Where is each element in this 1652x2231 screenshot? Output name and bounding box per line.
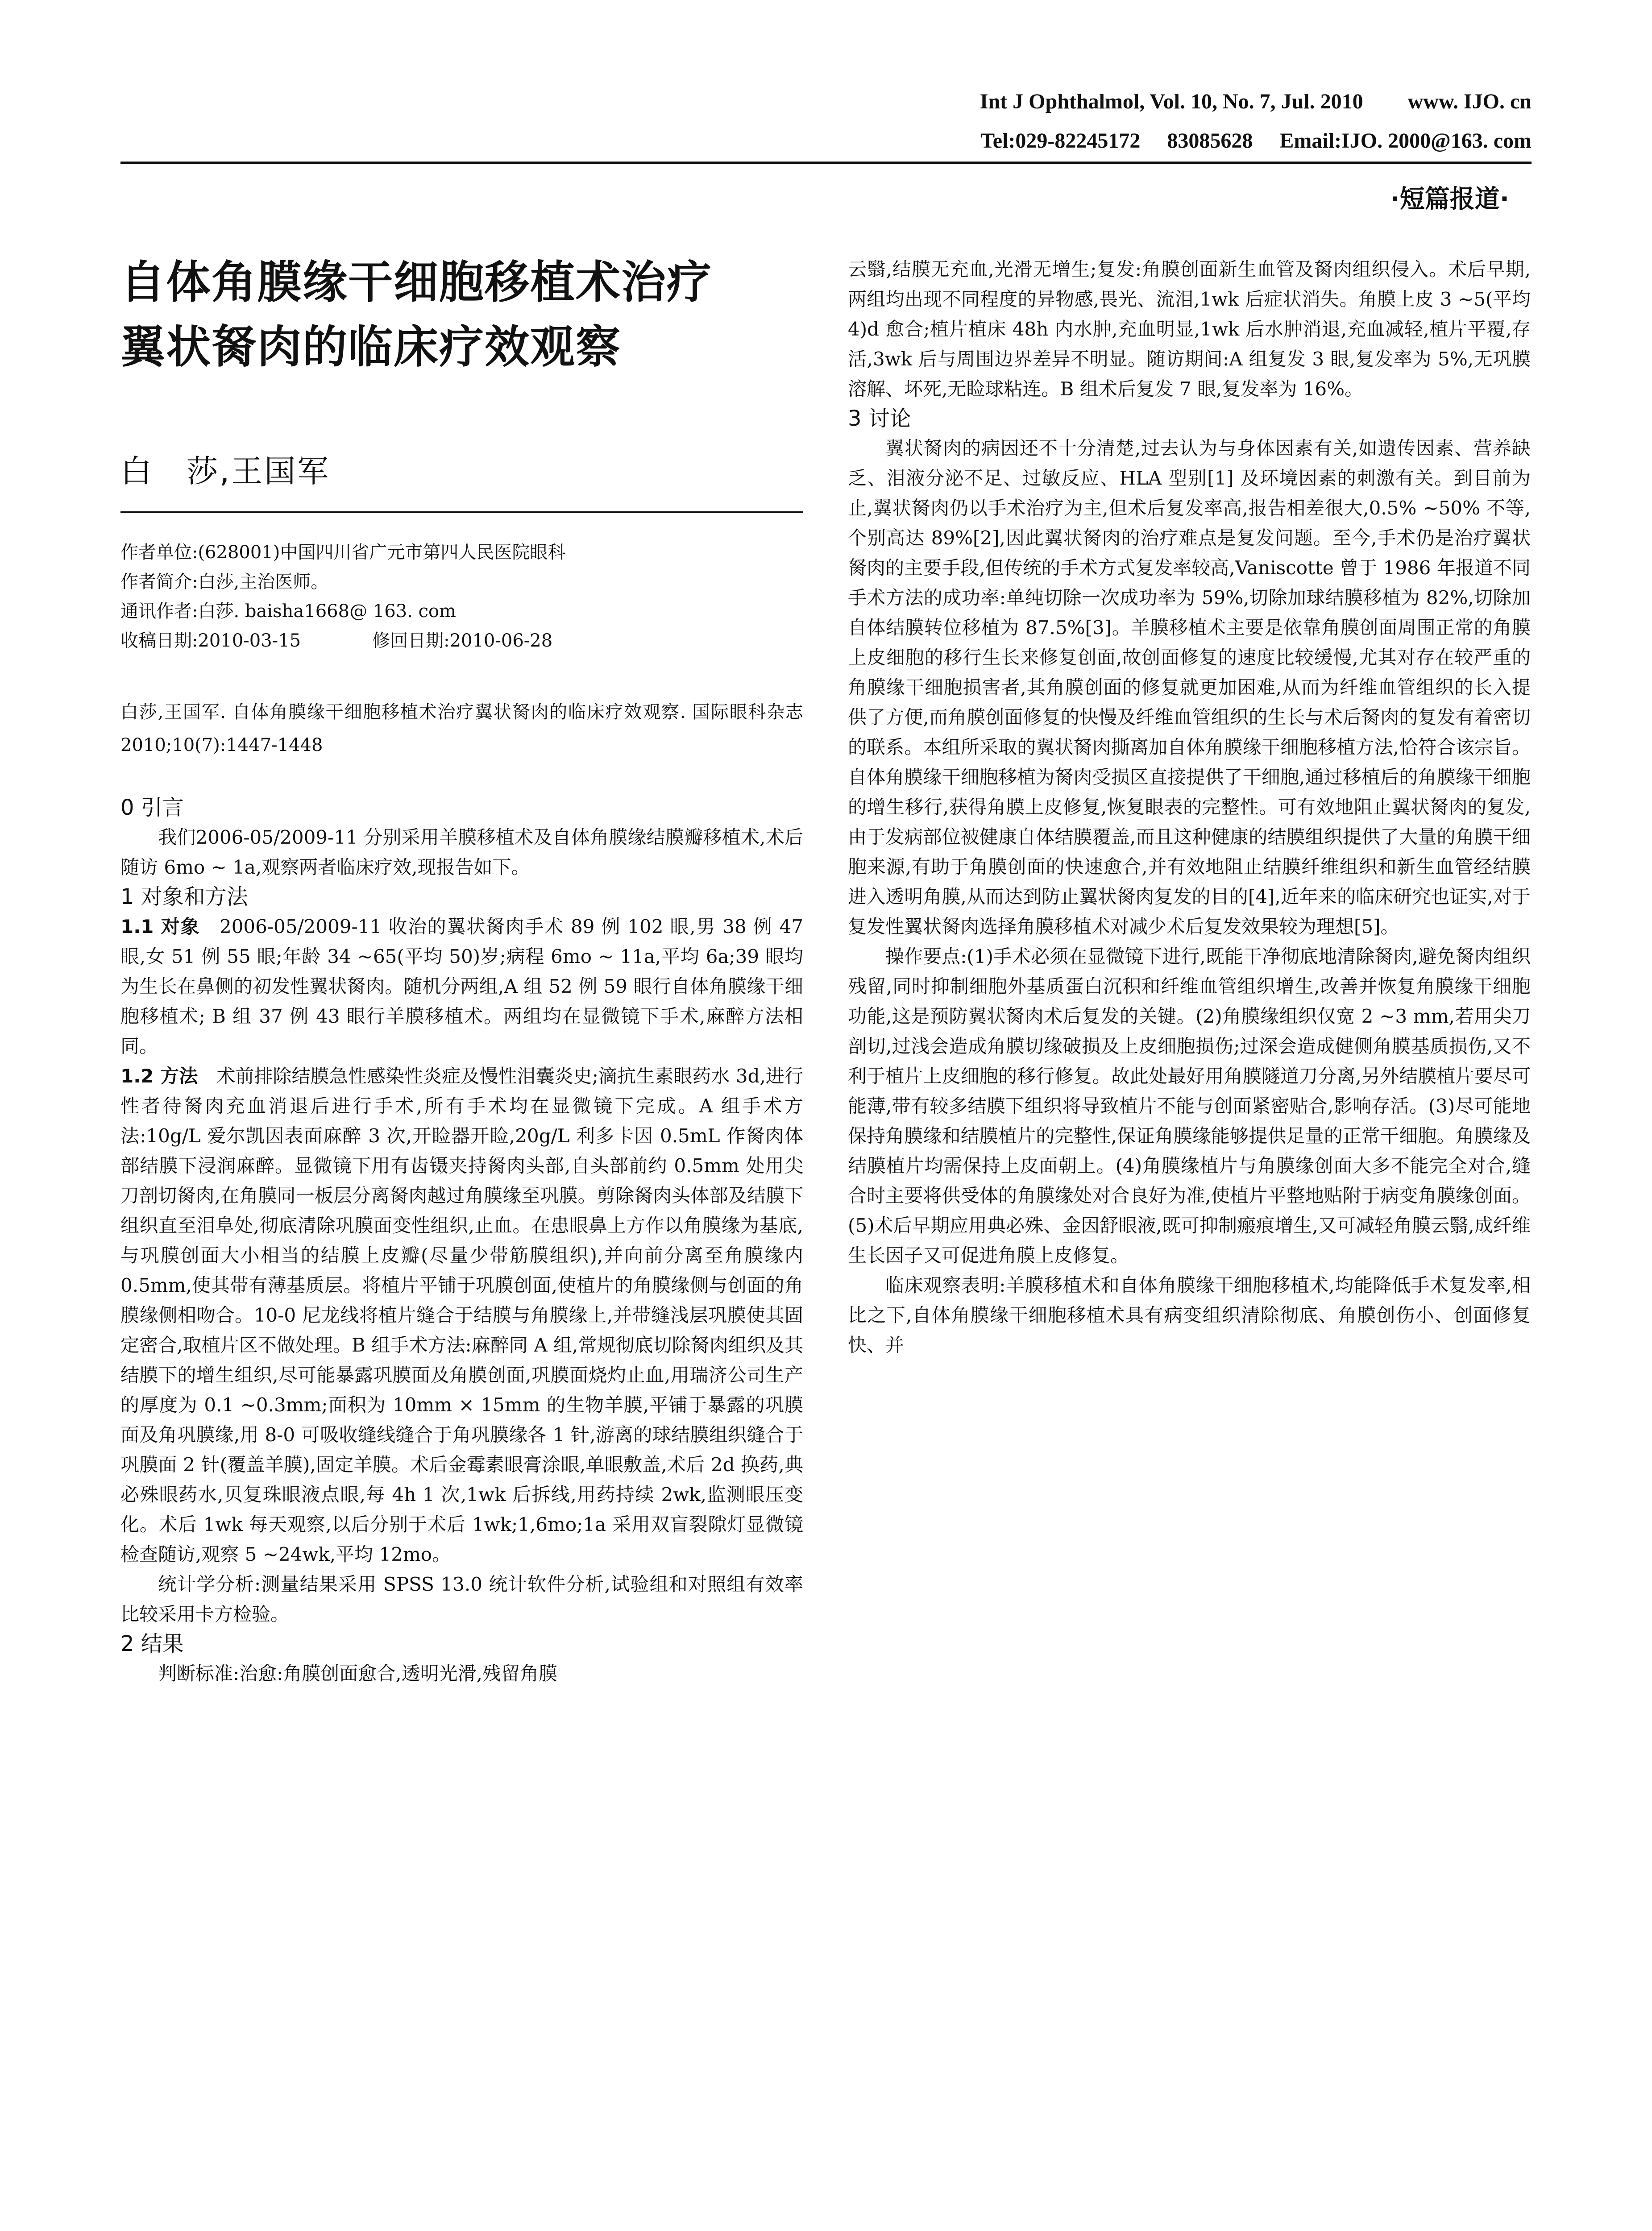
header-rule (120, 162, 1532, 164)
heading-discussion: 3 讨论 (848, 406, 911, 431)
methods-paragraph (120, 1061, 803, 1569)
article-metadata (120, 538, 803, 655)
authors: 白 莎,王国军 (120, 453, 331, 489)
title-line-1: 自体角膜缘干细胞移植术治疗 (120, 256, 712, 308)
author-bio: 作者简介:白莎,主治医师。 (120, 572, 329, 592)
section-tag: ·短篇报道· (1390, 185, 1509, 214)
right-column (848, 254, 1531, 1360)
journal-citation-line (980, 89, 1532, 114)
left-column (120, 250, 803, 1688)
heading-introduction: 0 引言 (120, 795, 184, 820)
objects-lead: 1.1 对象 (120, 916, 200, 937)
telephone-2: 83085628 (1167, 129, 1253, 153)
heading-methods: 1 对象和方法 (120, 884, 248, 909)
telephone: Tel:029-82245172 (980, 129, 1141, 153)
intro-paragraph: 我们2006-05/2009-11 分别采用羊膜移植术及自体角膜缘结膜瓣移植术,术后随访 6mo ~ 1a,观察两者临床疗效,现报告如下。 (120, 826, 803, 878)
journal-url: www. IJO. cn (1407, 90, 1532, 113)
authors-rule (120, 511, 803, 513)
dates (120, 626, 803, 655)
article-title (120, 250, 803, 379)
discussion-paragraph-2: 操作要点:(1)手术必须在显微镜下进行,既能干净彻底地清除胬肉,避免胬肉组织残留,同时抑制细胞外基质蛋白沉积和纤维血管组织增生,改善并恢复角膜缘干细胞功能,这是预防翼状胬肉术后复发的关键。(2)角膜缘组织仅宽 2 ~3 mm,若用尖刀剖切,过浅会造成角膜切缘破损及上皮细胞损伤;过深会造成健侧角膜基质损伤,又不利于植片上皮细胞的移行修复。故此处最好用角膜隧道刀分离,另外结膜植片要尽可能薄,带有较多结膜下组织将导致植片不能与创面紧密贴合,影响存活。(3)尽可能地保持角膜缘和结膜植片的完整性,保证角膜缘能够提供足量的正常干细胞。角膜缘及结膜植片均需保持上皮面朝上。(4)角膜缘植片与角膜缘创面大多不能完全对合,缝合时主要将供受体的角膜缘处对合良好为准,使植片平整地贴附于病变角膜缘创面。(5)术后早期应用典必殊、金因舒眼液,既可抑制瘢痕增生,又可减轻角膜云翳,成纤维生长因子又可促进角膜上皮修复。 (848, 945, 1531, 1266)
title-line-2: 翼状胬肉的临床疗效观察 (120, 321, 621, 373)
methods-text: 术前排除结膜急性感染性炎症及慢性泪囊炎史;滴抗生素眼药水 3d,进行性者待胬肉充血消退后进行手术,所有手术均在显微镜下完成。A 组手术方法:10g/L 爱尔凯因表面麻醉 3 次,开睑器开睑,20g/L 利多卡因 0.5mL 作胬肉体部结膜下浸润麻醉。显微镜下用有齿镊夹持胬肉头部,自头部前约 0.5mm 处用尖刀剖切胬肉,在角膜同一板层分离胬肉越过角膜缘至巩膜。剪除胬肉头体部及结膜下组织直至泪阜处,彻底清除巩膜面变性组织,止血。在患眼鼻上方作以角膜缘为基底,与巩膜创面大小相当的结膜上皮瓣(尽量少带筋膜组织),并向前分离至角膜缘内 0.5mm,使其带有薄基质层。将植片平铺于巩膜创面,使植片的角膜缘侧与创面的角膜缘侧相吻合。10-0 尼龙线将植片缝合于结膜与角膜缘上,并带缝浅层巩膜使其固定密合,取植片区不做处理。B 组手术方法:麻醉同 A 组,常规彻底切除胬肉组织及其结膜下的增生组织,尽可能暴露巩膜面及角膜创面,巩膜面烧灼止血,用瑞济公司生产的厚度为 0.1 ~0.3mm;面积为 10mm × 15mm 的生物羊膜,平铺于暴露的巩膜面及角巩膜缘,用 8-0 可吸收缝线缝合于角巩膜缘各 1 针,游离的球结膜组织缝合于巩膜面 2 针(覆盖羊膜),固定羊膜。术后金霉素眼膏涂眼,单眼敷盖,术后 2d 换药,典必殊眼药水,贝复珠眼液点眼,每 4h 1 次,1wk 后拆线,用药持续 2wk,监测眼压变化。术后 1wk 每天观察,以后分别于术后 1wk;1,6mo;1a 采用双盲裂隙灯显微镜检查随访,观察 5 ~24wk,平均 12mo。 (120, 1065, 803, 1565)
stats-paragraph: 统计学分析:测量结果采用 SPSS 13.0 统计软件分析,试验组和对照组有效率比较采用卡方检验。 (120, 1573, 803, 1625)
heading-results: 2 结果 (120, 1631, 184, 1656)
discussion-paragraph-1: 翼状胬肉的病因还不十分清楚,过去认为与身体因素有关,如遗传因素、营养缺乏、泪液分泌不足、过敏反应、HLA 型别[1] 及环境因素的刺激有关。到目前为止,翼状胬肉仍以手术治疗为主,但术后复发率高,报告相差很大,0.5% ~50% 不等,个别高达 89%[2],因此翼状胬肉的治疗难点是复发问题。至今,手术仍是治疗翼状胬肉的主要手段,但传统的手术方式复发率较高,Vaniscotte 曾于 1986 年报道不同手术方法的成功率:单纯切除一次成功率为 59%,切除加球结膜移植为 82%,切除加自体结膜转位移植为 87.5%[3]。羊膜移植术主要是依靠角膜创面周围正常的角膜上皮细胞的移行生长来修复创面,故创面修复的速度比较缓慢,尤其对存在较严重的角膜缘干细胞损害者,其角膜创面的修复就更加困难,从而为纤维血管组织的长入提供了方便,而角膜创面修复的快慢及纤维血管组织的生长与术后胬肉的复发有着密切的联系。本组所采取的翼状胬肉撕离加自体角膜缘干细胞移植方法,恰符合该宗旨。自体角膜缘干细胞移植为胬肉受损区直接提供了干细胞,通过移植后的角膜缘干细胞的增生移行,获得角膜上皮修复,恢复眼表的完整性。可有效地阻止翼状胬肉的复发,由于发病部位被健康自体结膜覆盖,而且这种健康的结膜组织提供了大量的角膜干细胞来源,有助于角膜创面的快速愈合,并有效地阻止结膜纤维组织和新生血管经结膜进入透明角膜,从而达到防止翼状胬肉复发的目的[4],近年来的临床研究也证实,对于复发性翼状胬肉选择角膜移植术对减少术后复发效果较为理想[5]。 (848, 437, 1531, 937)
email: Email:IJO. 2000@163. com (1279, 129, 1532, 153)
journal-name: Int J Ophthalmol, Vol. 10, No. 7, Jul. 2010 (980, 90, 1363, 113)
methods-lead: 1.2 方法 (120, 1065, 198, 1087)
objects-paragraph (120, 912, 803, 1061)
received-date: 收稿日期:2010-03-15 (120, 630, 301, 651)
discussion-paragraph-3: 临床观察表明:羊膜移植术和自体角膜缘干细胞移植术,均能降低手术复发率,相比之下,自体角膜缘干细胞移植术具有病变组织清除彻底、角膜创伤小、创面修复快、并 (848, 1274, 1531, 1356)
results-paragraph-start: 判断标准:治愈:角膜创面愈合,透明光滑,残留角膜 (158, 1663, 558, 1684)
running-header (0, 0, 1652, 214)
revised-date: 修回日期:2010-06-28 (372, 630, 553, 651)
affiliation: 作者单位:(628001)中国四川省广元市第四人民医院眼科 (120, 542, 566, 563)
correspondence: 通讯作者:白莎. baisha1668@ 163. com (120, 601, 456, 622)
citation: 白莎,王国军. 自体角膜缘干细胞移植术治疗翼状胬肉的临床疗效观察. 国际眼科杂志 2010;10(7):1447-1448 (120, 702, 803, 755)
objects-text: 2006-05/2009-11 收治的翼状胬肉手术 89 例 102 眼,男 38 例 47 眼,女 51 例 55 眼;年龄 34 ~65(平均 50)岁;病程 6mo ~ 11a,平均 6a;39 眼均为生长在鼻侧的初发性翼状胬肉。随机分两组,A 组 52 例 59 眼行自体角膜缘干细胞移植术; B 组 37 例 43 眼行羊膜移植术。两组均在显微镜下手术,麻醉方法相同。 (120, 916, 803, 1057)
contact-line (980, 129, 1532, 153)
results-paragraph-continued: 云翳,结膜无充血,光滑无增生;复发:角膜创面新生血管及胬肉组织侵入。术后早期,两组均出现不同程度的异物感,畏光、流泪,1wk 后症状消失。角膜上皮 3 ~5(平均 4)d 愈合;植片植床 48h 内水肿,充血明显,1wk 后水肿消退,充血减轻,植片平覆,存活,3wk 后与周围边界差异不明显。随访期间:A 组复发 3 眼,复发率为 5%,无巩膜溶解、坏死,无睑球粘连。B 组术后复发 7 眼,复发率为 16%。 (848, 258, 1531, 400)
